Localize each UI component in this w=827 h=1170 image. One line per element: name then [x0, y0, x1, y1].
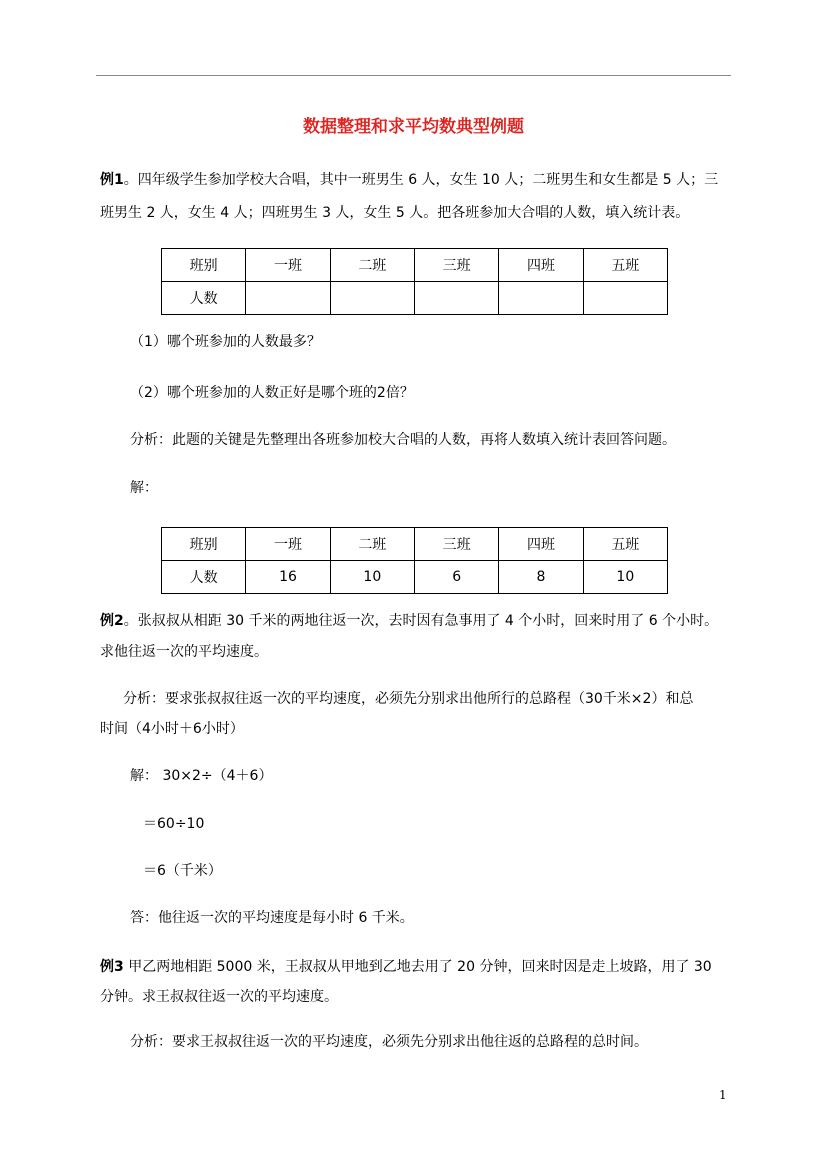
table-cell: 一班 [246, 528, 330, 561]
table-cell: 班别 [162, 249, 246, 282]
table-cell: 五班 [583, 528, 667, 561]
ex3-label: 例3 [100, 959, 124, 975]
table-cell [583, 282, 667, 315]
page-title: 数据整理和求平均数典型例题 [303, 117, 524, 137]
table-cell: 人数 [162, 561, 246, 594]
table-cell: 三班 [414, 528, 498, 561]
ex1-line2: 班男生 2 人，女生 4 人；四班男生 3 人，女生 5 人。把各班参加大合唱的人数，填入统计表。 [100, 205, 690, 221]
ex2-solution-line3: ＝6（千米） [143, 863, 222, 879]
ex1-text1: 。四年级学生参加学校大合唱，其中一班男生 6 人，女生 10 人；二班男生和女生都是 5 人；三 [123, 172, 719, 188]
table-cell [414, 282, 498, 315]
ex2-solution-line2: ＝60÷10 [143, 816, 205, 832]
table-cell: 四班 [499, 249, 583, 282]
ex1-analysis: 分析：此题的关键是先整理出各班参加校大合唱的人数，再将人数填入统计表回答问题。 [130, 432, 676, 448]
ex1-question2: （2）哪个班参加的人数正好是哪个班的2倍？ [130, 385, 414, 401]
table-cell: 10 [583, 561, 667, 594]
page-number: 1 [719, 1088, 727, 1102]
table-cell: 二班 [330, 249, 414, 282]
table-cell [330, 282, 414, 315]
table-cell: 二班 [330, 528, 414, 561]
ex2-solution-line1: 解： 30×2÷（4＋6） [130, 768, 273, 784]
table-filled [161, 527, 668, 594]
table-cell: 班别 [162, 528, 246, 561]
table-cell: 三班 [414, 249, 498, 282]
ex2-label: 例2 [100, 613, 124, 629]
ex2-analysis-line1: 分析：要求张叔叔往返一次的平均速度，必须先分别求出他所行的总路程（30千米×2）和总 [123, 691, 694, 707]
table-cell: 16 [246, 561, 330, 594]
ex1-line1 [100, 165, 740, 195]
table-blank [161, 248, 668, 315]
ex3-text1: 甲乙两地相距 5000 米，王叔叔从甲地到乙地去用了 20 分钟，回来时因是走上坡路，用了 30 [123, 959, 712, 975]
table-cell: 人数 [162, 282, 246, 315]
ex1-solution-label: 解： [130, 480, 158, 496]
ex2-line2: 求他往返一次的平均速度。 [100, 644, 268, 660]
ex1-question1: （1）哪个班参加的人数最多？ [130, 334, 321, 350]
ex2-analysis-line2: 时间（4小时＋6小时） [100, 721, 244, 737]
table-cell: 一班 [246, 249, 330, 282]
table-blank-header-row [162, 249, 668, 282]
table-blank-data-row [162, 282, 668, 315]
table-filled-data-row [162, 561, 668, 594]
table-cell [499, 282, 583, 315]
header-rule [96, 75, 731, 76]
table-cell: 四班 [499, 528, 583, 561]
table-cell: 10 [330, 561, 414, 594]
ex2-text1: 。张叔叔从相距 30 千米的两地往返一次，去时因有急事用了 4 个小时，回来时用了 6 个小时。 [123, 613, 719, 629]
table-filled-header-row [162, 528, 668, 561]
table-cell: 五班 [583, 249, 667, 282]
table-cell: 6 [414, 561, 498, 594]
table-cell: 8 [499, 561, 583, 594]
ex3-analysis: 分析：要求王叔叔往返一次的平均速度，必须先分别求出他往返的总路程的总时间。 [130, 1034, 648, 1050]
table-cell [246, 282, 330, 315]
ex3-line1 [100, 952, 740, 982]
ex2-answer: 答：他往返一次的平均速度是每小时 6 千米。 [130, 910, 414, 926]
ex2-line1 [100, 606, 740, 636]
ex3-line2: 分钟。求王叔叔往返一次的平均速度。 [100, 989, 338, 1005]
ex1-label: 例1 [100, 172, 124, 188]
